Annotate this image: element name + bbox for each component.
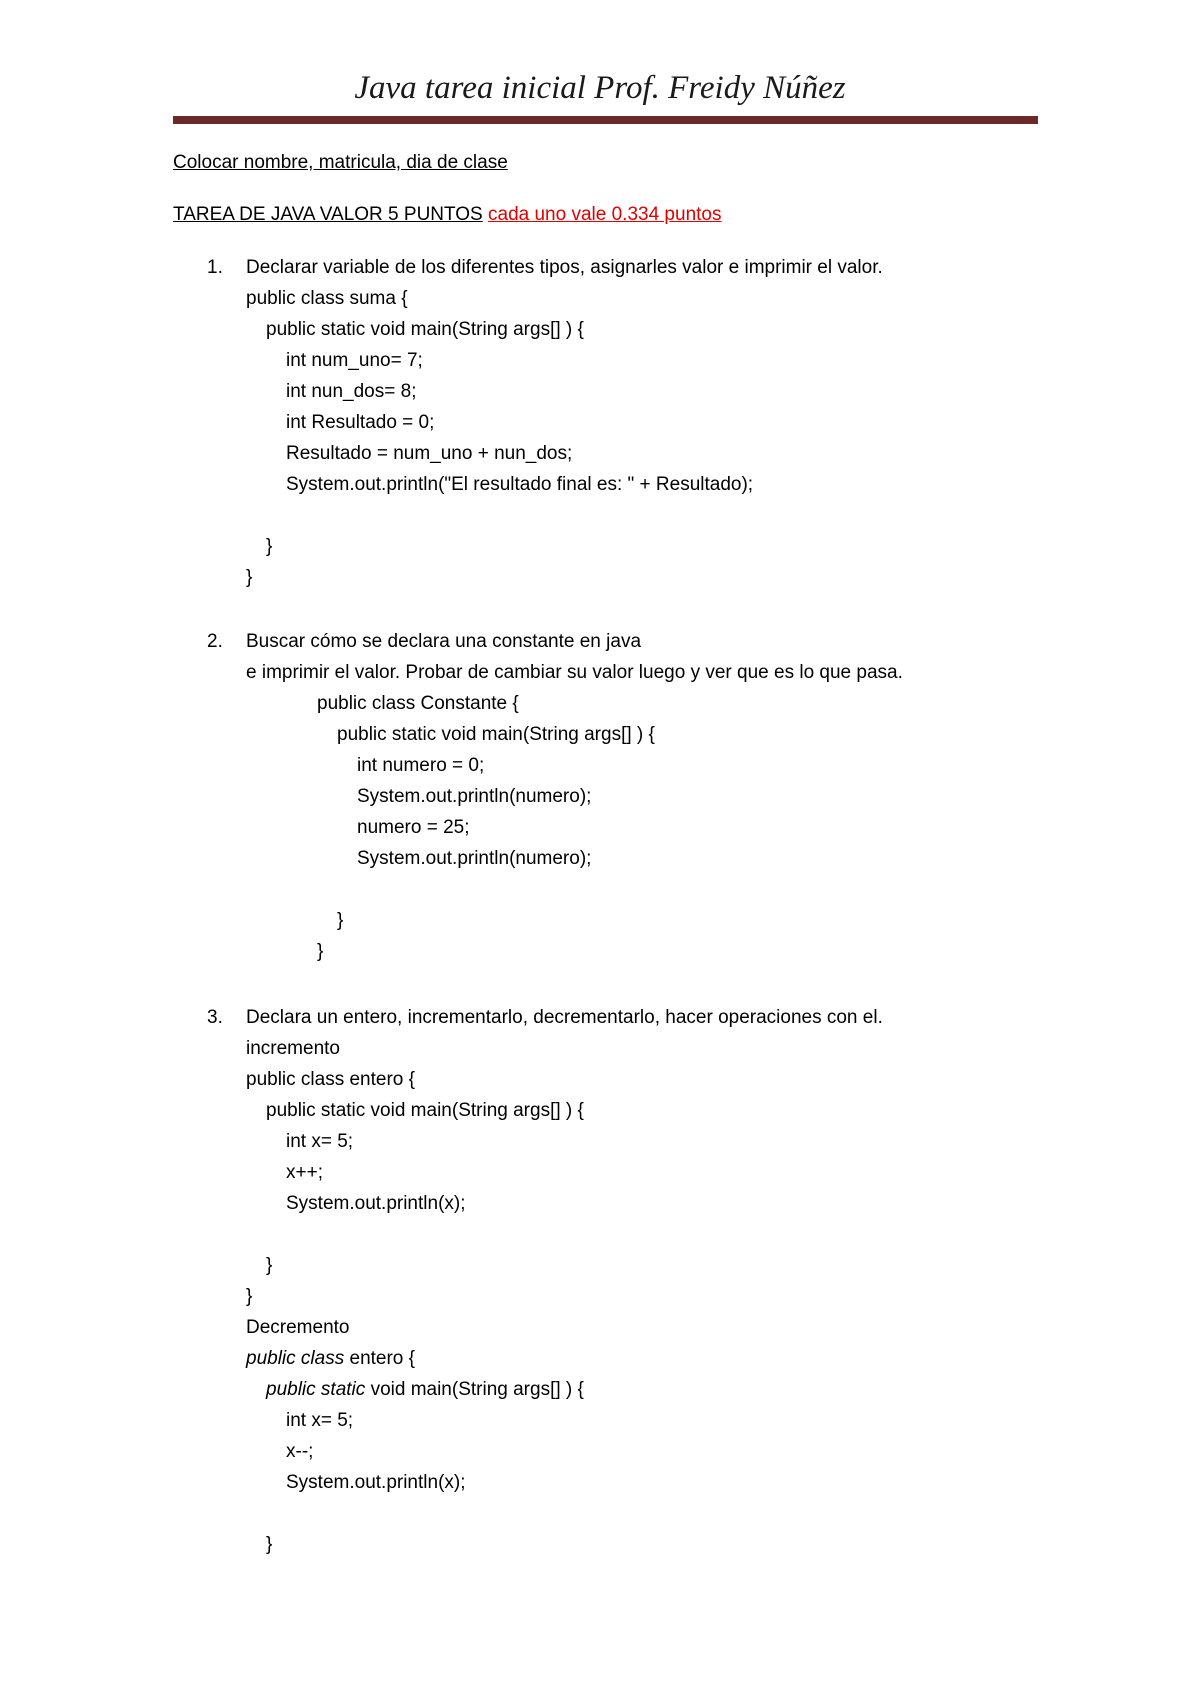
code-fragment: void main(String args[] ) { (370, 1379, 584, 1400)
code-line: public static void main(String args[] ) { (266, 319, 584, 340)
code-keyword-italic: public static (266, 1379, 366, 1400)
instruction-line: Colocar nombre, matricula, dia de clase (173, 152, 508, 173)
code-line (246, 1347, 415, 1371)
code-line: int x= 5; (286, 1131, 354, 1152)
code-line: System.out.println(x); (286, 1472, 466, 1493)
code-line: System.out.println("El resultado final es: " + Resultado); (286, 474, 754, 495)
code-keyword-italic: public class (246, 1348, 345, 1369)
code-line: public static void main(String args[] ) { (337, 724, 655, 745)
page-header-title: Java tarea inicial Prof. Freidy Núñez (354, 70, 846, 106)
code-line: int x= 5; (286, 1410, 354, 1431)
code-line: x--; (286, 1441, 314, 1462)
list-number-1: 1. (207, 257, 223, 278)
item-1-text: Declarar variable de los diferentes tipos, asignarles valor e imprimir el valor. (246, 257, 883, 278)
subheading-incremento: incremento (246, 1038, 340, 1059)
code-line: public class Constante { (317, 693, 519, 714)
code-line: numero = 25; (357, 817, 470, 838)
code-line: } (266, 1534, 273, 1555)
code-line: int num_uno= 7; (286, 350, 423, 371)
code-line: x++; (286, 1162, 323, 1183)
code-line: } (246, 1286, 253, 1307)
code-line: } (266, 1255, 273, 1276)
code-line: System.out.println(numero); (357, 786, 592, 807)
code-line: System.out.println(x); (286, 1193, 466, 1214)
code-fragment: entero { (349, 1348, 415, 1369)
item-3-text: Declara un entero, incrementarlo, decrementarlo, hacer operaciones con el. (246, 1007, 883, 1028)
header-divider (173, 116, 1038, 124)
code-line: Resultado = num_uno + nun_dos; (286, 443, 573, 464)
code-line: } (246, 567, 253, 588)
code-line: } (337, 910, 344, 931)
points-note: cada uno vale 0.334 puntos (488, 204, 722, 225)
list-number-2: 2. (207, 631, 223, 652)
code-line: } (266, 536, 273, 557)
code-line (266, 1378, 584, 1402)
subheading-decremento: Decremento (246, 1317, 350, 1338)
code-line: public class entero { (246, 1069, 415, 1090)
assignment-heading: TAREA DE JAVA VALOR 5 PUNTOS (173, 204, 483, 225)
code-line: public static void main(String args[] ) { (266, 1100, 584, 1121)
item-2-text: e imprimir el valor. Probar de cambiar su valor luego y ver que es lo que pasa. (246, 662, 903, 683)
code-line: } (317, 941, 324, 962)
code-line: int nun_dos= 8; (286, 381, 417, 402)
code-line: int Resultado = 0; (286, 412, 435, 433)
assignment-heading-line (173, 203, 721, 227)
item-2-text: Buscar cómo se declara una constante en java (246, 631, 642, 652)
code-line: public class suma { (246, 288, 408, 309)
code-line: System.out.println(numero); (357, 848, 592, 869)
list-number-3: 3. (207, 1007, 223, 1028)
code-line: int numero = 0; (357, 755, 485, 776)
